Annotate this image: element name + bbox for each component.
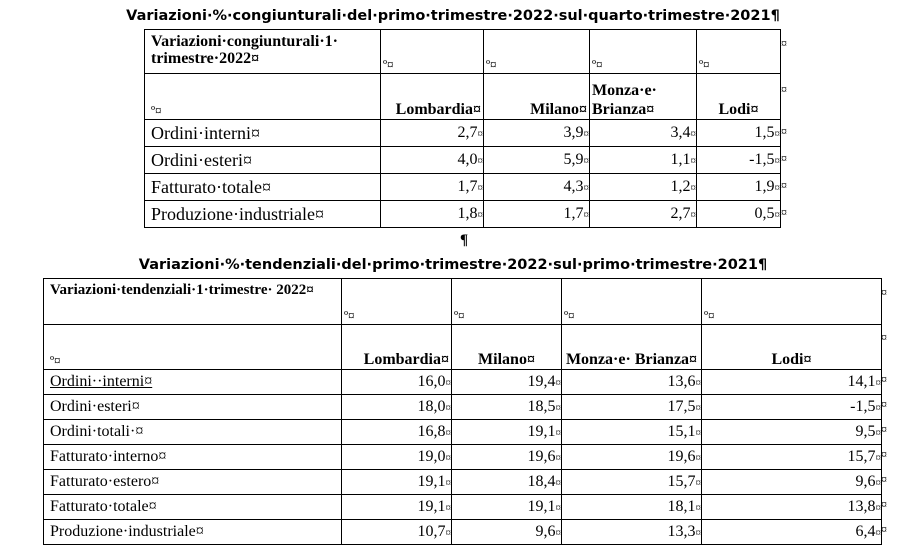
table2-cell: 9,5 ¤ xyxy=(702,420,882,445)
table2-title: Variazioni·%·tendenziali·del·primo·trimestre·2022·sul·primo·trimestre·2021¶ xyxy=(138,257,768,273)
table1-cell: -1,5 ¤ xyxy=(697,147,781,174)
row-end-mark: ¤ xyxy=(781,82,787,96)
row-end-mark: ¤ xyxy=(881,497,887,511)
table2-cell: 6,4 ¤ xyxy=(702,520,882,545)
table1-corner-label: Variazioni·congiunturali·1· trimestre·2022¤ xyxy=(145,30,381,74)
table2-cell: 15,7 ¤ xyxy=(702,445,882,470)
table2-cell: 10,7 ¤ xyxy=(342,520,452,545)
table1-cell: 1,7 ¤ xyxy=(484,201,590,228)
table2-header-blank: º¤ xyxy=(44,325,342,370)
table2-cell: 19,6 ¤ xyxy=(452,445,562,470)
table2-row-label: Fatturato·interno¤ xyxy=(44,445,342,470)
table2-row-label: Produzione·industriale¤ xyxy=(44,520,342,545)
table2-cell: 19,6 ¤ xyxy=(562,445,702,470)
table1-cell: 1,7 ¤ xyxy=(381,174,484,201)
table2-cell: 19,1 ¤ xyxy=(452,495,562,520)
table1-col-header: Monza·e· Brianza¤ xyxy=(590,74,697,120)
table2-cell: 13,3 ¤ xyxy=(562,520,702,545)
paragraph-mark: ¶ xyxy=(460,232,469,248)
table2-cell: -1,5 ¤ xyxy=(702,395,882,420)
table1-header-blank: º¤ xyxy=(145,74,381,120)
table2-corner-label: Variazioni·tendenziali·1·trimestre· 2022¤ xyxy=(44,279,342,325)
table1-cell: 1,9 ¤ xyxy=(697,174,781,201)
table1-cell: 1,8 ¤ xyxy=(381,201,484,228)
table1-cell: 4,3 ¤ xyxy=(484,174,590,201)
table1-empty-cell: º¤ xyxy=(590,30,697,74)
table2-cell: 16,0 ¤ xyxy=(342,370,452,395)
table2-col-header: Monza·e· Brianza¤ xyxy=(562,325,702,370)
row-end-mark: ¤ xyxy=(781,178,787,192)
table2-cell: 19,1 ¤ xyxy=(342,470,452,495)
row-end-mark: ¤ xyxy=(781,205,787,219)
row-end-mark: ¤ xyxy=(881,372,887,386)
table2-cell: 16,8 ¤ xyxy=(342,420,452,445)
table1-cell: 1,1 ¤ xyxy=(590,147,697,174)
table1-cell: 3,9 ¤ xyxy=(484,120,590,147)
table1-cell: 1,2 ¤ xyxy=(590,174,697,201)
table2-empty-cell: º¤ xyxy=(702,279,882,325)
table1-cell: 3,4 ¤ xyxy=(590,120,697,147)
table2-cell: 19,0 ¤ xyxy=(342,445,452,470)
table1-row-label: Produzione·industriale¤ xyxy=(145,201,381,228)
table2-cell: 19,1 ¤ xyxy=(342,495,452,520)
table1-row-label: Fatturato·totale¤ xyxy=(145,174,381,201)
row-end-mark: ¤ xyxy=(881,285,887,299)
row-end-mark: ¤ xyxy=(781,36,787,50)
row-end-mark: ¤ xyxy=(881,522,887,536)
table1-empty-cell: º¤ xyxy=(697,30,781,74)
table1-cell: 2,7 ¤ xyxy=(590,201,697,228)
table2-cell: 18,5 ¤ xyxy=(452,395,562,420)
table2-col-header: Lodi¤ xyxy=(702,325,882,370)
table2-cell: 19,4 ¤ xyxy=(452,370,562,395)
table2-row-label: Ordini·esteri¤ xyxy=(44,395,342,420)
table2-empty-cell: º¤ xyxy=(562,279,702,325)
table1-empty-cell: º¤ xyxy=(484,30,590,74)
congiunturali-table xyxy=(144,29,781,228)
table1-cell: 1,5 ¤ xyxy=(697,120,781,147)
table1-cell: 0,5 ¤ xyxy=(697,201,781,228)
row-end-mark: ¤ xyxy=(781,151,787,165)
table1-cell: 5,9 ¤ xyxy=(484,147,590,174)
row-end-mark: ¤ xyxy=(881,422,887,436)
table2-row-label: Fatturato·totale¤ xyxy=(44,495,342,520)
table2-cell: 9,6 ¤ xyxy=(452,520,562,545)
table2-cell: 18,0 ¤ xyxy=(342,395,452,420)
table2-cell: 18,4 ¤ xyxy=(452,470,562,495)
table2-cell: 15,7 ¤ xyxy=(562,470,702,495)
table2-cell: 19,1 ¤ xyxy=(452,420,562,445)
table2-empty-cell: º¤ xyxy=(452,279,562,325)
table2-cell: 17,5 ¤ xyxy=(562,395,702,420)
table1-cell: 2,7 ¤ xyxy=(381,120,484,147)
table2-row-label: Ordini·totali·¤ xyxy=(44,420,342,445)
table1-col-header: Lombardia¤ xyxy=(381,74,484,120)
table2-cell: 13,8 ¤ xyxy=(702,495,882,520)
table2-row-label: Fatturato·estero¤ xyxy=(44,470,342,495)
row-end-mark: ¤ xyxy=(781,124,787,138)
table2-cell: 13,6 ¤ xyxy=(562,370,702,395)
table1-row-label: Ordini·esteri¤ xyxy=(145,147,381,174)
table1-row-label: Ordini·interni¤ xyxy=(145,120,381,147)
row-end-mark: ¤ xyxy=(881,330,887,344)
table1-empty-cell: º¤ xyxy=(381,30,484,74)
table2-cell: 14,1 ¤ xyxy=(702,370,882,395)
table2-cell: 9,6 ¤ xyxy=(702,470,882,495)
table2-cell: 18,1 ¤ xyxy=(562,495,702,520)
table2-empty-cell: º¤ xyxy=(342,279,452,325)
tendenziali-table xyxy=(43,278,882,545)
table2-row-label: Ordini··interni¤ xyxy=(44,370,342,395)
table2-col-header: Milano¤ xyxy=(452,325,562,370)
table2-cell: 15,1 ¤ xyxy=(562,420,702,445)
table1-title: Variazioni·%·congiunturali·del·primo·trimestre·2022·sul·quarto·trimestre·2021¶ xyxy=(126,8,780,24)
row-end-mark: ¤ xyxy=(881,472,887,486)
table1-col-header: Lodi¤ xyxy=(697,74,781,120)
row-end-mark: ¤ xyxy=(881,397,887,411)
table1-col-header: Milano¤ xyxy=(484,74,590,120)
row-end-mark: ¤ xyxy=(881,447,887,461)
table1-cell: 4,0 ¤ xyxy=(381,147,484,174)
table2-col-header: Lombardia¤ xyxy=(342,325,452,370)
